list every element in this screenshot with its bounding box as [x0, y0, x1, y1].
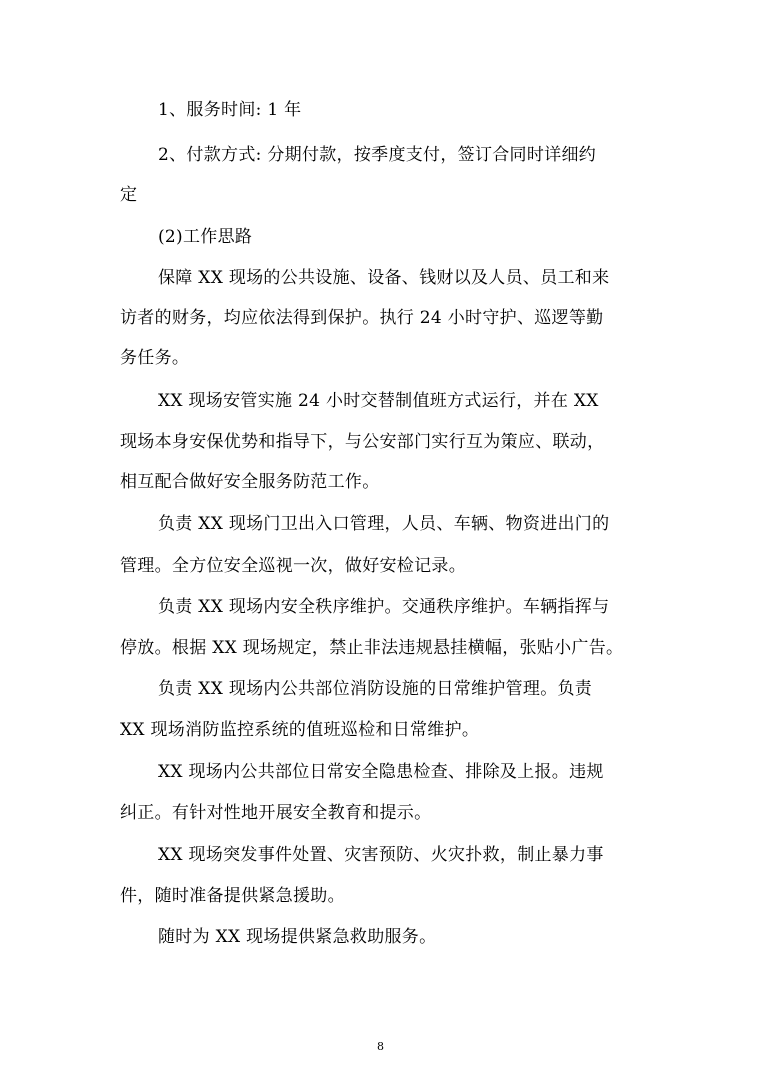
- text-line: 负责 XX 现场内公共部位消防设施的日常维护管理。负责: [158, 679, 593, 699]
- page-number: 8: [377, 1040, 384, 1053]
- text-line: XX 现场安管实施 24 小时交替制值班方式运行，并在 XX: [158, 391, 599, 411]
- text-line: 件，随时准备提供紧急援助。: [120, 886, 345, 906]
- text-line: 1、服务时间: 1 年: [158, 100, 302, 120]
- text-line: 纠正。有针对性地开展安全教育和提示。: [120, 803, 432, 823]
- text-line: 务任务。: [120, 348, 190, 368]
- text-line: 管理。全方位安全巡视一次，做好安检记录。: [120, 556, 466, 576]
- text-line: 随时为 XX 现场提供紧急救助服务。: [158, 927, 437, 947]
- text-line: 访者的财务，均应依法得到保护。执行 24 小时守护、巡逻等勤: [120, 308, 604, 328]
- section-heading: (2)工作思路: [158, 227, 253, 247]
- text-line: 负责 XX 现场门卫出入口管理，人员、车辆、物资进出门的: [158, 514, 610, 534]
- text-line: 2、付款方式: 分期付款，按季度支付，签订合同时详细约: [158, 145, 597, 165]
- text-line: 现场本身安保优势和指导下，与公安部门实行互为策应、联动，: [120, 432, 605, 452]
- text-line: 定: [120, 185, 138, 205]
- text-line: XX 现场突发事件处置、灾害预防、火灾扑救，制止暴力事: [158, 845, 604, 865]
- text-line: XX 现场消防监控系统的值班巡检和日常维护。: [120, 720, 480, 740]
- text-line: XX 现场内公共部位日常安全隐患检查、排除及上报。违规: [158, 762, 604, 782]
- text-line: 相互配合做好安全服务防范工作。: [120, 472, 380, 492]
- text-line: 负责 XX 现场内安全秩序维护。交通秩序维护。车辆指挥与: [158, 597, 610, 617]
- text-line: 保障 XX 现场的公共设施、设备、钱财以及人员、员工和来: [158, 268, 610, 288]
- text-line: 停放。根据 XX 现场规定，禁止非法违规悬挂横幅，张贴小广告。: [120, 638, 624, 658]
